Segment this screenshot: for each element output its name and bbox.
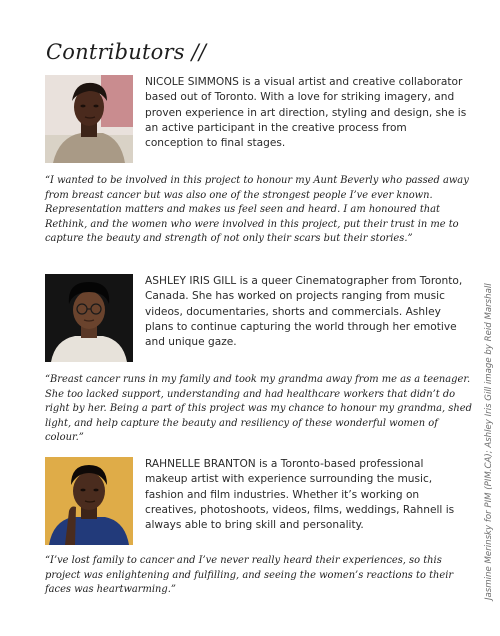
photo-credit: Jasmine Merinsky for PIM (PIM.CA); Ashley Iris Gill image by Reid Marshall (484, 283, 494, 600)
contributor-photo (45, 75, 133, 163)
page-title: Contributors // (46, 40, 207, 64)
contributor-quote: “I wanted to be involved in this project to honour my Aunt Beverly who passed away from breast cancer but was also one of the strongest people I’ve ever known. Representation matters and makes us feel seen and heard. I am honoured that Rethink, and the women who were involved in this project, put their trust in me to capture the beauty and strength of not only their scars but their stories.” (45, 175, 469, 245)
portrait-rahnelle-branton (45, 457, 133, 545)
contributor-bio: NICOLE SIMMONS is a visual artist and creative collaborator based out of Toronto. With a love for striking imagery, and proven experience in art direction, styling and design, she is an active participant in the creative process from conception to final stages. (145, 76, 467, 150)
portrait-nicole-simmons (45, 75, 133, 163)
contributor-bio: ASHLEY IRIS GILL is a queer Cinematographer from Toronto, Canada. She has worked on projects ranging from music videos, documentaries, shorts and commercials. Ashley plans to continue capturing the world through her emotive and unique gaze. (145, 275, 463, 349)
contributor-photo (45, 274, 133, 362)
contributor-bio: RAHNELLE BRANTON is a Toronto-based professional makeup artist with experience surrounding the music, fashion and film industries. Whether it’s working on creatives, photoshoots, videos, films, weddings, Rahnell is always able to bring skill and personality. (145, 458, 455, 532)
contributor-photo (45, 457, 133, 545)
contributor-quote: “I’ve lost family to cancer and I’ve never really heard their experiences, so this project was enlightening and fulfilling, and seeing the women’s reactions to their faces was heartwarming.” (45, 555, 454, 596)
contributor-quote: “Breast cancer runs in my family and took my grandma away from me as a teenager. She too lacked support, understanding and had healthcare workers that didn’t do right by her. Being a part of this project was my chance to honour my grandma, shed light, and help capture the beauty and resiliency of these wonderful women of colour.” (45, 374, 472, 444)
portrait-ashley-iris-gill (45, 274, 133, 362)
